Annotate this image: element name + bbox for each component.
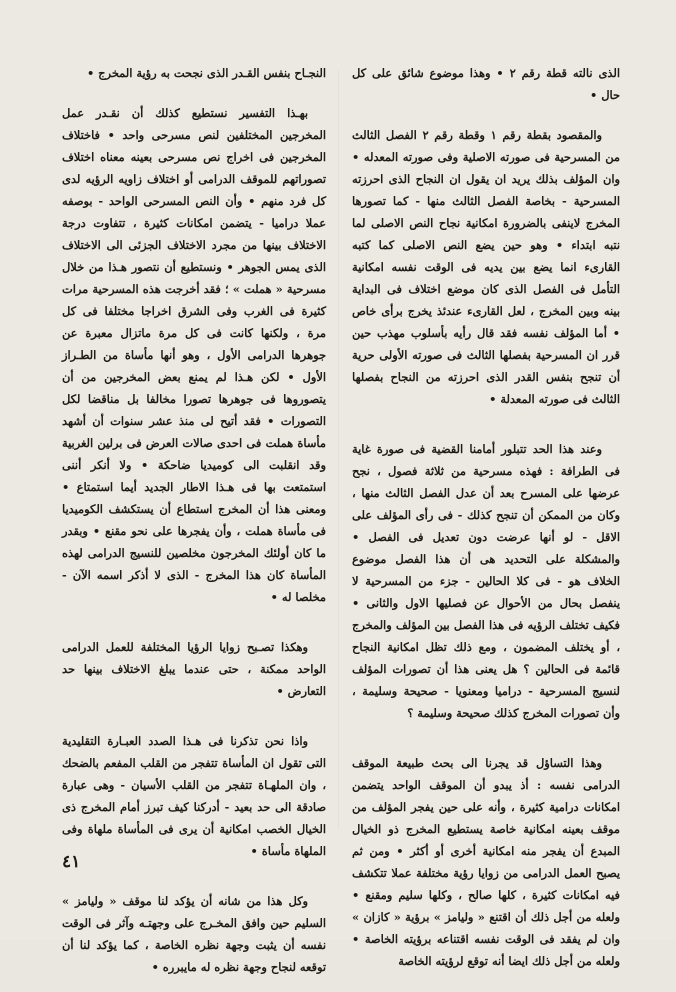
paragraph: وهكذا تصـبح زوايا الرؤيا المختلفة للعمل الدرامى الواحد ممكنة ، حتى عندما يبلغ الاختلاف بينها حد التعارض • bbox=[62, 640, 326, 698]
page-number: ٤١ bbox=[62, 852, 81, 872]
paragraph: وهذا التساؤل قد يجرنا الى بحث طبيعة الموقف الدرامى نفسه : أذ يبدو أن الموقف الواحد يتضمن امكانات درامية كثيرة ، وأنه على حين يفجر المؤلف من موقف بعينه امكانية خاصة يستطيع المخرج ذو الخيال المبدع أن يفجر منه امكانية أخرى أو أكثر • ومن ثم يصبح العمل الدرامى من زوايا رؤية مختلفة عملا تتكشف فيه امكانات كثيرة ، كلها صالح ، وكلها سليم ومقنع • ولعله من أجل ذلك أن اقتنع « وليامز » برؤية « كازان » وان لم يفقد فى الوقت نفسه اقتناعه برؤيته الخاصة • ولعله من أجل ذلك ايضا أنه توقع لرؤيته الخاصة bbox=[352, 756, 620, 968]
paragraph: وكل هذا من شانه أن يؤكد لنا موقف « وليامز » السليم حين وافق المخـرج على وجهتـه وآثر فى الوقت نفسه أن يثبت وجهة نظره الخاصة ، كما يؤكد لنا أن توقعه لنجاح وجهة نظره له مايبرره • bbox=[62, 894, 326, 974]
paragraph: بهـذا التفسير نستطيع كذلك أن نقـدر عمل المخرجين المختلفين لنص مسرحى واحد • فاختلاف المخرجين فى اخراج نص مسرحى بعينه معناه اختلاف تصوراتهم للموقف الدرامى أو اختلاف زاويه الرؤيه لدى كل فرد منهم • وأن النص المسرحى الواحد - بوصفه عملا دراميا - يتضمن امكانات كثيرة ، تتفاوت درجة الاختلاف بينها من مجرد الاختلاف الجزئى الى الاختلاف الذى يمس الجوهر • ونستطيع أن نتصور هـذا من خلال مسرحية « هملت » ؛ فقد أخرجت هذه المسرحية مرات كثيرة فى الغرب وفى الشرق اخراجا مختلفا فى كل مرة ، ولكنها كانت فى كل مرة ماتزال معبرة عن جوهرها الدرامى الأول ، وهو أنها مأساة من الطـراز الأول • لكن هـذا لم يمنع بعض المخرجين من أن يتصوروها فى جوهرها تصورا مخالفا بل مناقضا لكل التصورات • فقد أتيح لى منذ عشر سنوات أن أشهد مأساة هملت فى احدى صالات العرض فى برلين الغربية وقد انقلبت الى كوميديا ضاحكة • ولا أنكر أننى استمتعت بها فى هـذا الاطار الجديد أيما استمتاع • ومعنى هذا أن المخرج استطاع أن يستكشف الكوميديا فى مأساة هملت ، وأن يفجرها على نحو مقنع • وبقدر ما كان أولئك المخرجون مخلصين للنسيج الدرامى لهذه المأساة كان هذا المخرج - الذى لا أذكر اسمه الآن - مخلصا له • bbox=[62, 106, 326, 604]
paragraph: الذى نالته قطة رقم ٢ • وهذا موضوع شائق على كل حال • bbox=[352, 66, 620, 102]
paragraph: وعند هذا الحد تتبلور أمامنا القضية فى صورة غاية فى الطرافة : فهذه مسرحية من ثلاثة فصول ، نجح عرضها على المسرح بعد أن عدل الفصل الثالث منها ، وكان من الممكن أن تنجح كذلك - فى رأى المؤلف على الاقل - لو أنها عرضت دون تعديل فى الفصل • والمشكلة على التحديد هى أن هذا الفصل موضوع الخلاف هو - فى كلا الحالين - جزء من المسرحية لا ينفصل بحال من الأحوال عن فصليها الاول والثانى • فكيف تختلف الرؤيه فى هذا الفصل بين المؤلف والمخرج ، أو يختلف المضمون ، ومع ذلك تظل امكانية النجاح قائمة فى الحالين ؟ هل يعنى هذا أن تصورات المؤلف لنسيج المسرحية - دراميا ومعنويا - صحيحة وسليمة ، وأن تصورات المخرج كذلك صحيحة وسليمة ؟ bbox=[352, 442, 620, 720]
paragraph: النجـاح بنفس القـدر الذى نجحت به رؤية المخرج • bbox=[86, 66, 326, 80]
right-column bbox=[352, 62, 620, 986]
paragraph: والمقصود بقطة رقم ١ وقطة رقم ٢ الفصل الثالث من المسرحية فى صورته الاصلية وفى صورته المعدله • وان المؤلف بذلك يريد ان يقول ان النجاح الذى احرزته المسرحية - بخاصة الفصل الثالث منها - كما تصورها المخرج لاينفى بالضرورة امكانية نجاح النص الاصلى لما نتبه ابتداء • وهو حين يضع النص الاصلى كما كتبه القارىء انما يضع بين يديه فى الوقت نفسه امكانية التأمل فى الفصل الذى كان موضع اختلاف فى البداية بينه وبين المخرج ، لعل القارىء عندئذ يخرج برأى خاص • أما المؤلف نفسه فقد قال رأيه بأسلوب مهذب حين قرر ان المسرحية بفصلها الثالث فى صورته الأولى حرية أن تنجح بنفس القدر الذى احرزته من النجاح بفصلها الثالث فى صورته المعدلة • bbox=[352, 128, 620, 406]
left-column bbox=[62, 62, 326, 992]
paragraph: واذا نحن تذكرنا فى هـذا الصدد العبـارة التقليدية التى تقول ان المأساة تتفجر من القلب المفعم بالضحك ، وان الملهـاة تتفجر من القلب الأسيان - وهى عبارة صادقة الى حد بعيد - أدركنا كيف تبرز أمام المخرج ذى الخيال الخصب امكانية أن يرى فى المأساة ملهاة وفى الملهاة مأساة • bbox=[62, 734, 326, 858]
column-gutter bbox=[338, 70, 339, 830]
